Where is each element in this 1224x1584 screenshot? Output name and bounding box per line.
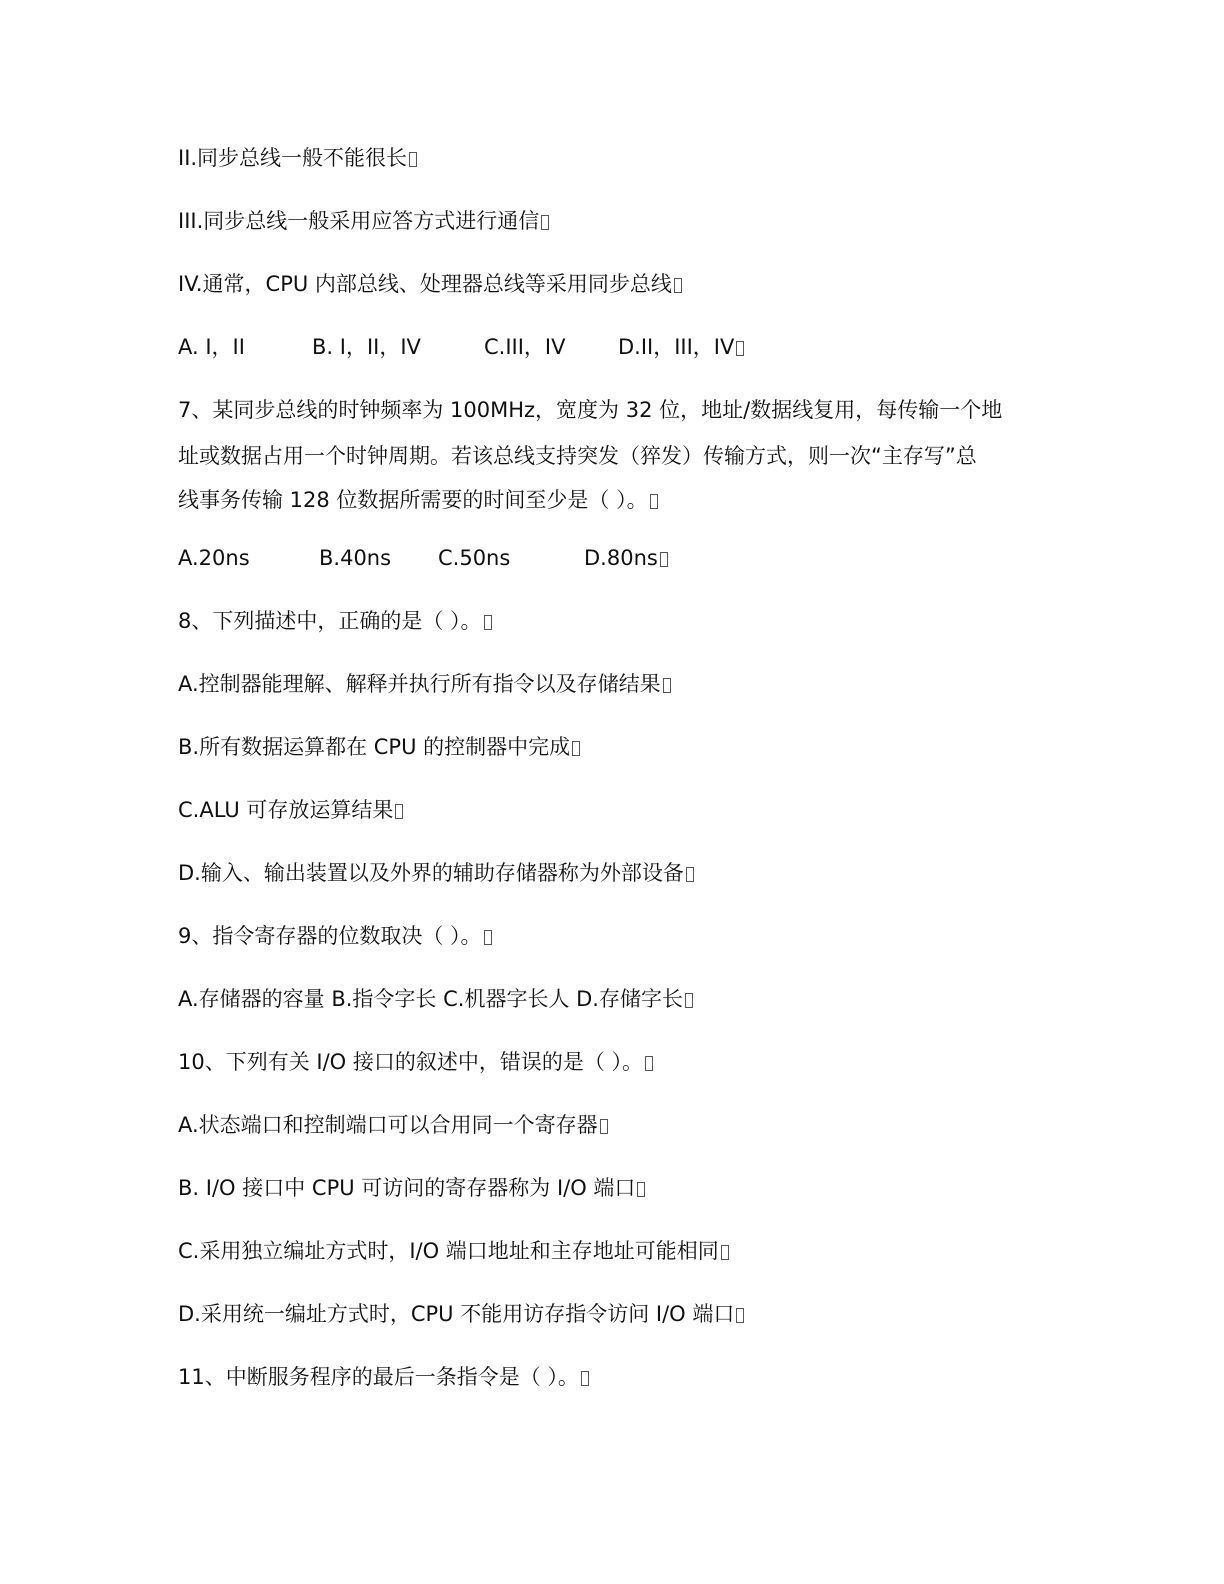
paragraph-mark <box>600 1119 608 1134</box>
paragraph-mark <box>572 741 580 756</box>
question-7-options <box>178 548 778 572</box>
question-7-line-2: 址或数据占用一个时钟周期。若该总线支持突发（猝发）传输方式，则一次“主存写”总 <box>178 444 977 468</box>
paragraph-mark <box>736 1308 744 1323</box>
paragraph-mark <box>660 552 668 567</box>
paragraph-mark <box>395 804 403 819</box>
statement-ii: II.同步总线一般不能很长 <box>178 148 417 169</box>
statement-iii: III.同步总线一般采用应答方式进行通信 <box>178 211 549 232</box>
paragraph-mark <box>581 1371 589 1386</box>
question-10-option-d: D.采用统一编址方式时，CPU 不能用访存指令访问 I/O 端口 <box>178 1304 744 1325</box>
question-7-line-1: 7、某同步总线的时钟频率为 100MHz，宽度为 32 位，地址/数据线复用，每传输一个地 <box>178 398 1003 422</box>
option-c: C.III，IV <box>484 335 566 359</box>
paragraph-mark <box>721 1245 729 1260</box>
statement-iv: IV.通常，CPU 内部总线、处理器总线等采用同步总线 <box>178 274 682 295</box>
option-d: D.II，III，IV <box>618 337 744 358</box>
question-8-option-c: C.ALU 可存放运算结果 <box>178 800 403 821</box>
paragraph-mark <box>685 993 693 1008</box>
paragraph-mark <box>663 678 671 693</box>
paragraph-mark <box>645 1056 653 1071</box>
question-10-option-b: B. I/O 接口中 CPU 可访问的寄存器称为 I/O 端口 <box>178 1178 645 1199</box>
question-7-line-3: 线事务传输 128 位数据所需要的时间至少是（ ）。 <box>178 490 658 511</box>
option-c: C.50ns <box>438 546 511 570</box>
option-b: B.40ns <box>319 546 392 570</box>
paragraph-mark <box>736 341 744 356</box>
question-8-option-a: A.控制器能理解、解释并执行所有指令以及存储结果 <box>178 674 671 695</box>
option-a: A. I，II <box>178 335 245 359</box>
question-8-option-d: D.输入、输出装置以及外界的辅助存储器称为外部设备 <box>178 863 694 884</box>
paragraph-mark <box>484 615 492 630</box>
paragraph-mark <box>409 152 417 167</box>
paragraph-mark <box>637 1182 645 1197</box>
question-10-option-c: C.采用独立编址方式时，I/O 端口地址和主存地址可能相同 <box>178 1241 729 1262</box>
question-8: 8、下列描述中，正确的是（ ）。 <box>178 611 492 632</box>
option-d: D.80ns <box>584 548 668 569</box>
paragraph-mark <box>674 278 682 293</box>
paragraph-mark <box>686 867 694 882</box>
option-a: A.20ns <box>178 546 250 570</box>
paragraph-mark <box>650 494 658 509</box>
paragraph-mark <box>484 930 492 945</box>
question-6-options <box>178 337 778 361</box>
question-10-option-a: A.状态端口和控制端口可以合用同一个寄存器 <box>178 1115 608 1136</box>
question-8-option-b: B.所有数据运算都在 CPU 的控制器中完成 <box>178 737 580 758</box>
paragraph-mark <box>541 215 549 230</box>
question-10: 10、下列有关 I/O 接口的叙述中，错误的是（ ）。 <box>178 1052 653 1073</box>
option-b: B. I，II，IV <box>312 335 421 359</box>
question-9-options: A.存储器的容量 B.指令字长 C.机器字长人 D.存储字长 <box>178 989 693 1010</box>
question-9: 9、指令寄存器的位数取决（ ）。 <box>178 926 492 947</box>
question-11: 11、中断服务程序的最后一条指令是（ ）。 <box>178 1367 589 1388</box>
